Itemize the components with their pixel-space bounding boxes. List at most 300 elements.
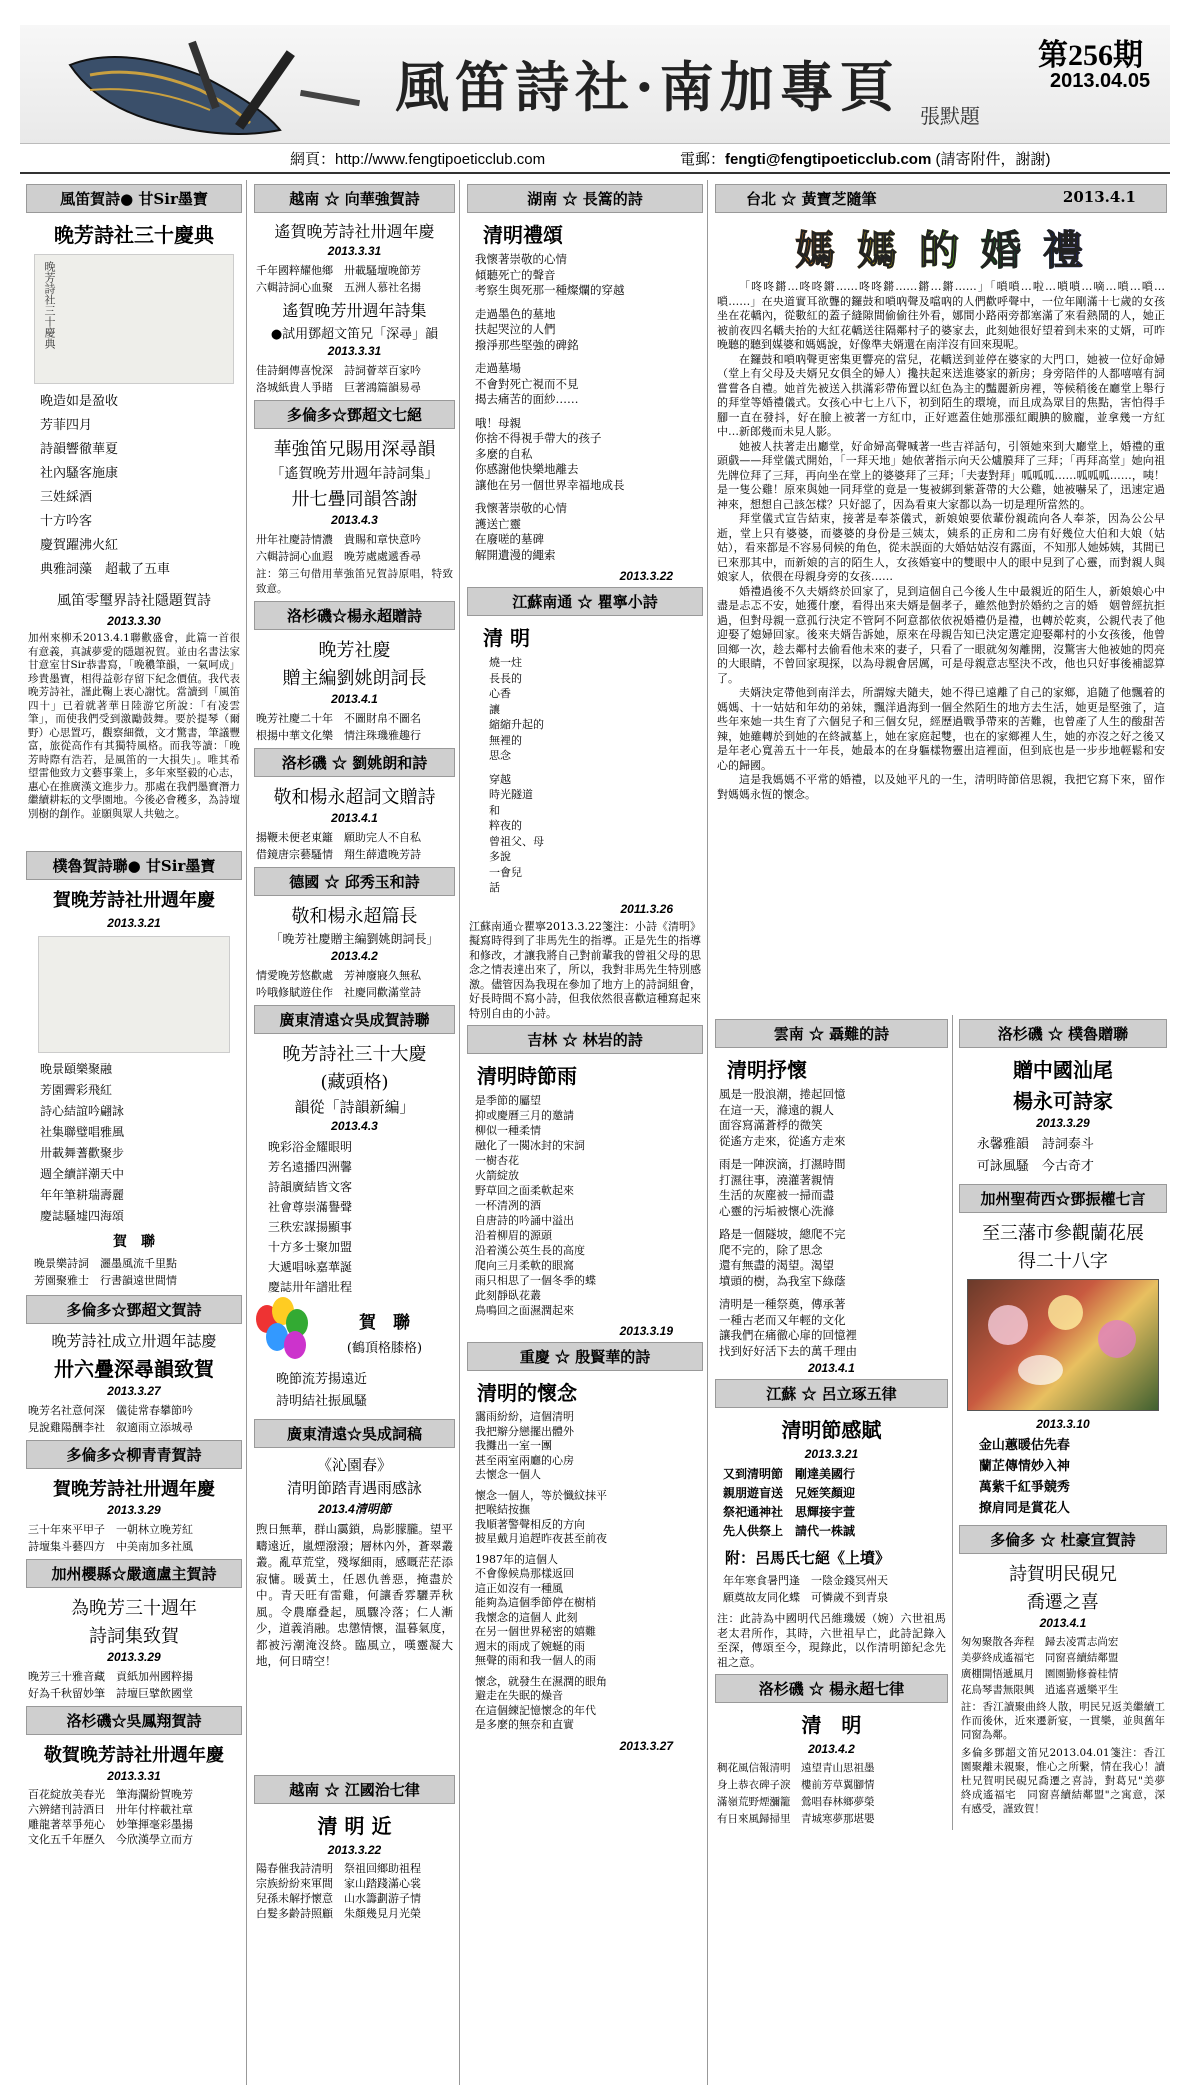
poem-body (723, 1465, 940, 1541)
poem-subtitle: ●試用鄧超文笛兄「深尋」韻 (270, 327, 439, 342)
poem-body (256, 1861, 453, 1921)
poem-line: 是季節的屬望 (475, 1094, 541, 1107)
poem-line: 去懷念一個人 (475, 1468, 541, 1481)
poem-line: 扶起哭泣的人們 (475, 322, 556, 336)
essay-paragraph: 她被人扶著走出廳堂，好命婦高聲喊著一些吉祥話句，引領她來到大廳堂上，婚禮的重頭戲——拜堂儀式開始，「一拜天地」她依著指示向天公爐膜拜了三拜；「再拜高堂」她向祖先牌位拜了三拜，再向坐在堂上的婆婆拜了三拜；「夫妻對拜」呱呱呱……呱呱呱……，咦！是一隻公雞！原來與她一同拜堂的竟是一隻被綁到紫蒼帶的大公雞，她被嚇呆了，迅速定過神來，想想自己該怎樣？只好認了，因為看東大家都以為一切是理所當然的。 (717, 439, 1165, 511)
poem-date: 2013.4.2 (808, 1742, 855, 1756)
poem-line: 是多麼的無奈和直實 (475, 1718, 574, 1731)
poem-line: 又到清明節 剛達美國行 (723, 1467, 856, 1481)
poem-line: 祭祀通神社 思輝接宇萱 (723, 1505, 856, 1519)
poem-line: 社集聯璧唱雅風 (40, 1125, 125, 1139)
poem-line: 讓 (489, 702, 500, 716)
section-bar: 廣東清遠☆吳成賀詩聯 (254, 1005, 455, 1034)
poem-title: 清 明 近 (317, 1814, 392, 1838)
poem-line: 野草回之面柔軟起來 (475, 1184, 574, 1197)
poem-line: 情愛晚芳悠歡處 芳神廢寢久無私 (256, 969, 421, 982)
poem-line: 把喉結按撫 (475, 1503, 530, 1516)
poem-note: 多倫多鄧超文笛兄2013.04.01箋注：香江園聚離未親聚，惟心之所繫，情在我心！讀杜兄賀明民硯兄喬遷之喜詩，對葛兄"美夢終成遙福宅 同窗喜續結鄰盟"之寓意，深有感受，謹致賀！ (960, 1747, 1165, 1815)
poem-body (256, 710, 453, 744)
poem-line: 好為千秋留妙筆 詩壇巨擘飲國堂 (28, 1687, 193, 1700)
balloons-icon (254, 1297, 314, 1367)
poem-line: 爬向三月柔軟的眼窩 (475, 1259, 574, 1272)
poem-line: 清明是一種祭奠，傳承著 (719, 1297, 846, 1311)
poem-line: 在廢嗟的墓碑 (475, 532, 544, 546)
section-bar: 江蘇南通 ☆ 瞿寧小詩 (467, 587, 703, 616)
poem-title: 清明時節雨 (477, 1064, 577, 1088)
calligraphy-image (38, 936, 230, 1053)
poem-line: 晚芳三十雅音藏 貢紙加州國粹揚 (28, 1670, 193, 1683)
poem-title: 遙賀晚芳詩社卅週年慶 (274, 222, 435, 241)
poem-line: 三秩宏謀揚顯事 (268, 1220, 353, 1234)
poem-line: 年年筆耕瑞壽麗 (40, 1188, 125, 1202)
poem-line: 匆匆聚散各奔程 歸去凌霄志尚宏 (960, 1636, 1119, 1648)
lower-split (715, 1015, 1167, 1830)
poem-line: 粹夜的 (489, 819, 522, 832)
poem-line: 自唐詩的吟誦中溢出 (475, 1214, 574, 1227)
email-address[interactable]: fengti@fengtipoeticclub.com (725, 151, 932, 168)
poem-line: 在這一天，滌遠的親人 (719, 1102, 834, 1117)
poem-line: 詩壇集斗藝四方 中美南加多社風 (28, 1540, 193, 1553)
poem-title: 贈主編劉姚朗詞長 (282, 668, 427, 689)
couplet-title: 賀 聯 (113, 1234, 155, 1250)
essay-body (715, 280, 1167, 1015)
poem-line: 一種古老而又年輕的文化 (719, 1312, 846, 1327)
poem-line: 多說 (489, 850, 511, 863)
poem-title: 《沁園春》 (316, 1456, 392, 1474)
poem-line: 打濕往事，澆灌著親情 (719, 1172, 834, 1187)
poem-line: 慶誌卅年譜壯程 (268, 1280, 353, 1294)
poem-line: 根揚中華文化樂 情注珠璣雅趣行 (256, 729, 421, 742)
poem-line: 撩肩同是賞花人 (978, 1501, 1070, 1516)
poem-line: 甚至兩室兩廳的心房 (475, 1453, 574, 1467)
poem-title: 贈中國汕尾 (1012, 1058, 1113, 1082)
poem-body (256, 262, 453, 296)
poem-line: 雨是一陣淚滴，打濕時間 (719, 1157, 846, 1171)
poem-body (256, 967, 453, 1001)
poem-line: 晚彩浴金耀眼明 (268, 1140, 353, 1154)
couplet-line: 永馨雅韻 詩詞泰斗 (976, 1137, 1094, 1152)
poem-line: 在另一個世界秘密的嬉難 (475, 1625, 596, 1638)
poem-line: 一杯清冽的酒 (475, 1199, 541, 1212)
poem-title: 清明禮頌 (483, 223, 563, 247)
essay-paragraph: 「咚咚鏘…咚咚鏘……咚咚鏘……鏘…鏘……」「嗩嗩…啦…嗩嗩…嘀…嗩…嗩…嗩……」在央道實耳欲聾的鑼鼓和嗩吶聲及噹吶的人們歡呼聲中，一位年剛滿十七歲的女孩坐在花轎內，從數紅的蓋子縫隙間偷偷往外看，娜間小路兩旁都塞滿了來看熱鬧的人，她正被前夜四名轎夫抬的大紅花轎送往隔鄰村子的婆家去，此刻她很好望着到未來的丈婿，可昨晚聽的聽到媒婆和媽媽說，好像準夫婿還在南洋沒有回來現呢。 (717, 280, 1165, 351)
poem-date: 2013.4.3 (331, 513, 378, 527)
poem-body (28, 1668, 240, 1702)
poem-body (475, 1093, 695, 1318)
poem-title: 晚芳詩社三十大慶 (282, 1044, 427, 1065)
section-bar: 湖南 ☆ 長篙的詩 (467, 184, 703, 213)
poem-title: 楊永可詩家 (1012, 1089, 1113, 1113)
poem-date: 2013.4.1 (1039, 1616, 1087, 1630)
section-bar: 越南 ☆ 江國治七律 (254, 1775, 455, 1804)
poem-date: 2013.4.1 (808, 1361, 855, 1375)
poem-line: 佳詩網傳喜悅深 詩詞薈萃百家吟 (256, 364, 421, 377)
poem-line: 先人供祭上 請代一株誠 (723, 1524, 856, 1538)
section-bar: 多倫多☆鄧超文賀詩 (26, 1295, 242, 1324)
poem-line: 卅年社慶詩情濃 貴賜和章快意吟 (256, 533, 421, 546)
poem-title: 清 明 (801, 1713, 862, 1737)
poem-line: 一樹杏花 (475, 1154, 519, 1167)
section-bar: 吉林 ☆ 林岩的詩 (467, 1025, 703, 1054)
poem-line: 社會尊崇滿譽聲 (268, 1200, 353, 1214)
poem-line: 我懷念的這個人 此刻 (475, 1610, 578, 1624)
poem-body (475, 252, 695, 563)
poem-line: 揚鞭未便老東籬 願助完人不自私 (256, 831, 421, 844)
poem-body (489, 655, 695, 896)
poem-body (28, 1521, 240, 1555)
poem-line: 我懷著崇敬的心情 (475, 501, 567, 515)
couplet (276, 1369, 447, 1413)
poem-line: 兒孫未解抒懷意 山水籌劃游子情 (256, 1892, 421, 1905)
section-bar: 雲南 ☆ 聶難的詩 (715, 1019, 948, 1048)
poem-line: 風是一股浪潮，捲起回憶 (719, 1087, 846, 1101)
poem-date: 2013.3.29 (107, 1503, 161, 1517)
poem-line: 稠花風信報清明 遠望青山思祖墨 (717, 1762, 875, 1774)
poem-date: 2013.3.21 (804, 1447, 859, 1461)
bagpipe-logo-icon (30, 35, 360, 145)
poem-title: 清 明 (483, 626, 530, 650)
poem-date: 2013.3.22 (619, 569, 673, 583)
poem-date: 2013.3.31 (107, 1769, 161, 1783)
poem-line: 柳似一種柔情 (475, 1124, 541, 1137)
sub-column-right (959, 1015, 1167, 1830)
poem-title: 敬賀晚芳詩社卅週年慶 (44, 1745, 224, 1766)
article-date: 2013.3.30 (107, 614, 161, 628)
poem-line: 蘭芷傳情妙入神 (978, 1459, 1070, 1474)
poem-body (256, 362, 453, 396)
poem-title: 至三藩市參觀蘭花展 (981, 1223, 1144, 1244)
poem-line: 這正如沒有一種風 (475, 1581, 563, 1595)
poem-line: 典雅詞藻 超載了五車 (40, 562, 171, 577)
poem-date: 2013.3.27 (107, 1384, 161, 1398)
poem-title: 詩詞集致賀 (89, 1626, 179, 1647)
poem-line: 詩心結誼吟翩詠 (40, 1104, 125, 1118)
poem-line: 能夠為這個季節停在樹梢 (475, 1596, 596, 1609)
poem-line: 晚景頤樂聚融 (40, 1062, 113, 1076)
poem-date: 2013.3.29 (107, 1650, 161, 1664)
acrostic-poem (254, 1137, 455, 1297)
poem-line: 1987年的這個人 (475, 1552, 558, 1566)
poem-line: 生活的灰塵被一掃而盡 (719, 1188, 834, 1202)
poem-date: 2013.3.27 (619, 1738, 673, 1753)
poem-line: 哦！母親 (475, 415, 521, 430)
poem-line: 晚造如是盈收 (40, 394, 119, 409)
poem-line: 花鳥琴書無限興 逍遙喜遞樂平生 (960, 1684, 1119, 1696)
section-bar: 加州櫻縣☆嚴適盧主賀詩 (26, 1559, 242, 1588)
poem-line: 千年國粹耀他鄉 卅載騷壇晚節芳 (256, 264, 421, 277)
calligraphy-image (34, 254, 234, 384)
email-label: 電郵： (680, 151, 726, 168)
poem-body (723, 1572, 940, 1606)
website-link[interactable]: 網頁：http://www.fengtipoeticclub.com (290, 151, 546, 168)
poem-line: 長長的 (489, 671, 522, 685)
poem-line: 吟哦修賦遊住作 社慶同歡滿堂詩 (256, 986, 421, 999)
poem-line: 無裡的 (489, 733, 522, 747)
couplet (977, 1134, 1159, 1178)
poem-note: 註：香江讀聚曲終人散，明民兄返美繼續工作而後休，近來遷新宴，一貫樂，並與舊年同窗為鄰。 (960, 1701, 1165, 1741)
article-title: 風笛零璽界詩社隱題賀詩 (57, 593, 211, 609)
poem-date: 2013.4.1 (331, 811, 378, 825)
poem-line: 週末的雨成了婉蜒的雨 (475, 1639, 585, 1653)
couplet-line: 詩明結社振風騷 (276, 1394, 368, 1409)
poem-line: 洛城紙貴人爭睹 巨著鴻篇韻易尋 (256, 381, 421, 394)
masthead-signature: 張默題 (920, 104, 980, 128)
poem-line: 芳名遠播四洲馨 (268, 1160, 353, 1174)
poem-line: 心靈的污垢被懷心洗滌 (719, 1203, 834, 1218)
poem-title: 卅六疊深尋韻致賀 (54, 1357, 214, 1381)
poem-line: 爬不完的，除了思念 (719, 1242, 823, 1257)
poem-line: 年年寒食暑門逢 一陰金錢冥州天 (723, 1574, 888, 1587)
poem-line: 慶誌騷墟四海頌 (40, 1209, 125, 1223)
essay-paragraph: 在鑼鼓和嗩吶聲更密集更響亮的當兒，花轎送到並停在婆家的大門口，她被一位好命婦（堂上有父母及夫婿兄女俱全的婦人）攙扶起來送進婆家的新房；身旁陪伴的人都嘻嘻有詞嘗嘗各自禮。她首先被送入拱滿彩帶佈置以紅色為主的豔麗新房裡，等候稍後在廳堂上舉行的拜堂等婚禮儀式。女孩心中七上八下，初到陌生的環境，而且成為眾目的焦點，害怕得手腳一直在發抖，好在臉上被著一方紅巾，正好遮蓋住她那漲紅靦腆的臉龐，並拿幾一方紅中…新郎幾而未見人影。 (717, 352, 1165, 438)
section-bar: 重慶 ☆ 殷賢華的詩 (467, 1342, 703, 1371)
poem-line: 不會對死亡視而不見 (475, 376, 579, 391)
section-bar: 廣東清遠☆吳成詞稿 (254, 1419, 455, 1448)
poem-date: 2013.3.22 (327, 1843, 382, 1857)
poem-note: 注：此詩為中國明代呂維璣媛（婉）六世祖馬老太君所作，其時，六世祖早亡，此詩記錄入至深，傳頌至今，現錄此，以作清明節紀念先祖之意。 (717, 1612, 946, 1669)
poem-body (475, 1410, 695, 1733)
poem-title: 為晚芳三十週年 (71, 1598, 197, 1619)
ci-body: 煦日無華，群山靄鎖，鳥影朦朧。望平疇遠近，嵐煙潑潑；層林內外，蒼翠叢叢。亂草荒堂，殘塚細雨，感嘅茫茫添寂慵。暖黃土，任恩仇善惡，掩盡於中。青天旺有雷雞，何讓香雰驪弄秋風。令農靡叠起，風驟冷落；仁人漸少，道義消融。忠懲情懷，温暮氣度，都被污潮淹沒終。臨風立，嘆靈凝大地，何日晴空！ (256, 1522, 453, 1668)
poem-line: 沿着漢公英生長的高度 (475, 1244, 585, 1257)
poem-line: 週全續詳潮天中 (40, 1167, 125, 1181)
poem-date: 2013.3.31 (327, 344, 382, 358)
poem-line: 六輯詩詞心血遐 晚芳處處遞香尋 (256, 550, 421, 563)
section-bar: 洛杉磯☆楊永超贈詩 (254, 601, 455, 630)
poem-body (28, 1787, 240, 1847)
poem-line: 三十年來平甲子 一朝林立晚芳紅 (28, 1523, 193, 1536)
poem-line: 詩韻響徹華夏 (40, 442, 119, 457)
poem-title: 華強笛兄賜用深尋韻 (273, 439, 436, 460)
poem-title: 詩賀明民硯兄 (1008, 1564, 1117, 1585)
poem-line: 廣棚開悟遞風月 園園勤修養桂情 (960, 1668, 1119, 1680)
poem-title: 晚芳詩社三十慶典 (54, 223, 214, 247)
poem-line: 不會像候鳥那樣返回 (475, 1567, 574, 1580)
poem-date: 2013.3.29 (1036, 1116, 1090, 1130)
section-bar-label: 台北 ☆ 黃寶芝隨筆 (746, 190, 877, 208)
section-bar: 多倫多☆鄧超文七絕 (254, 400, 455, 429)
poem-line: 晚芳名社意何深 儀徒常春攀節吟 (28, 1404, 193, 1417)
poem-subtitle: 韻從「詩韻新編」 (294, 1098, 415, 1116)
poem-line: 曾祖父、母 (489, 834, 544, 848)
poem-line: 大遞唱咏嘉華誕 (268, 1260, 353, 1274)
couplet (34, 1255, 234, 1289)
poem-note: 註：第三句借用華強笛兄賀詩原唱，特致致意。 (256, 568, 453, 595)
poem-line: 三姓綵酒 (40, 490, 93, 505)
acrostic-poem (26, 1059, 242, 1227)
poem-line: 護送亡靈 (475, 516, 521, 531)
poem-line: 融化了一闋冰封的宋詞 (475, 1139, 585, 1152)
poem-line: 我攤出一室一團 (475, 1439, 552, 1452)
poem-title: 賀晚芳詩社卅週年慶 (53, 1479, 215, 1500)
header-rule (20, 172, 1170, 174)
poem-line: 從遙方走來，從遙方走來 (719, 1133, 846, 1148)
section-bar (715, 184, 1167, 213)
poem-line: 傾聽死亡的聲音 (475, 267, 556, 282)
poem-line: 芳園霽彩飛紅 (40, 1083, 113, 1097)
section-bar: 洛杉磯 ☆ 楊永超七律 (715, 1674, 948, 1703)
section-bar: 多倫多 ☆ 杜豪宣賀詩 (959, 1525, 1167, 1554)
poem-subtitle: 清明節踏青遇雨感詠 (286, 1479, 422, 1497)
article-body: 加州來柳禾2013.4.1聯歡盛會，此篇一首很有意義，真誠夢愛的隱題祝賀。並由名書法家甘意室甘Sir恭書寫，「晚穠筆韻，一氣呵成」珍貴墨寶，相得益彰存留下紀念價值。我代表晚芳詩社，謹此鞠上衷心謝忱。當讀到「風笛四十」已着就著華日陸游它所說：「有凌雲筆」，而使我們受到激勵鼓舞。要於提琴（爾野）心思置巧，觀察細微，文才驚書，筆議豐富，旅從高作有其獨特風格。而我等讀：「晚芳時際有浩若，是風笛的一大損失」。唯其希望雷他致力文藝事業上，多年來堅毅的心志，惠心在推廣漢文進步力。那處在我們墨寶潛力繼續耕耘的文學園地。今後必會穫多，為詩壇別樹的創作。並願與眾人共勉之。 (28, 632, 240, 820)
poem-line: 披星戴月追趕昨夜甚至前夜 (475, 1532, 607, 1545)
poem-body (256, 531, 453, 565)
poem-line: 見說雞陽酬李社 叙適雨立添城尋 (28, 1421, 193, 1434)
poem-date: 2013.4.1 (331, 692, 378, 706)
poem-line: 你感謝他快樂地離去 (475, 462, 579, 476)
section-bar: 江蘇 ☆ 呂立琢五律 (715, 1379, 948, 1408)
poem-date: 2013.4.2 (331, 949, 378, 963)
poem-date: 2013.4清明節 (318, 1502, 391, 1516)
poem-line: 金山蕙暖估先春 (978, 1438, 1070, 1453)
issue-date: 2013.04.05 (1050, 70, 1151, 92)
essay-paragraph: 婚禮過後不久夫婿終於回家了，見到這個自己今後人生中最親近的陌生人，新娘娘心中盡是忐忑不安，她獲什麼，看得出來夫婿是個孝子，雖然他對於婚約之言的婚 姻曾經抗拒過，但對母親一意孤行決定不管阿不阿意都依依祝婚禮仍是禮，也轉於乾爽，公親代表了他迎娶了媳婦回家。後來夫婿告訴她，原來在母親告知已決定選定迎娶鄰村的小女孩後，他曾回鄉一次，趁去鄰村去偷看他未來的妻子，只看了一眼就匆匆離開，沒驚害大他被她的閃亮的大眼睛，不曾回家現探，以為母親會居厲，可是母親意志堅決不改，他也只好事後補認算了。 (717, 584, 1165, 685)
poem-line: 親朋遊盲送 兄姪笑顏迎 (723, 1486, 856, 1500)
poem-subtitle: 「晚芳社慶贈主編劉姚朗詞長」 (270, 932, 439, 946)
sub-column-left (715, 1015, 953, 1830)
poem-line: 懷念一個人，等於懺紋抹平 (475, 1488, 607, 1502)
poem-body (717, 1760, 946, 1828)
poem-line: 我把辮分戀擺出體外 (475, 1424, 574, 1438)
section-bar: 樸魯賀詩聯● 甘Sir墨寶 (26, 851, 242, 880)
couplet-subtitle: (鶴頂格膝格) (346, 1341, 423, 1356)
essay-title: 媽 媽 的 婚 禮 (715, 219, 1167, 276)
poem-line: 路是一個隧坡，總爬不完 (719, 1227, 846, 1241)
poem-line: 萬紫千紅爭競秀 (978, 1480, 1070, 1495)
poem-title: 卅七疊同韻答謝 (291, 489, 418, 510)
poem-line: 揭去痛苦的面紗…… (475, 392, 579, 406)
poem-line: 無聲的雨和我一個人的雨 (475, 1654, 596, 1667)
poem-title: 晚芳社慶 (318, 640, 391, 661)
essay-paragraph: 這是我媽媽不平常的婚禮，以及她平凡的一生，清明時節倍思親，我把它寫下來，留作對媽媽永恆的懷念。 (717, 773, 1165, 801)
poem-body (256, 829, 453, 863)
couplet-line: 芳園聚雅士 行書韻遠世間情 (34, 1274, 177, 1287)
section-bar: 洛杉磯 ☆ 樸魯贈聯 (959, 1019, 1167, 1048)
poem-line: 滿嶺荒野煙瀰籠 鶯唱春林鄉夢榮 (717, 1796, 875, 1808)
poem-line: 懷念，就發生在濕潤的眼角 (475, 1674, 607, 1688)
couplet-line: 可詠風騷 今古奇才 (976, 1159, 1094, 1174)
email-contact[interactable] (680, 148, 1050, 169)
section-bar: 風笛賀詩● 甘Sir墨寶 (26, 184, 242, 213)
poem-note: 江蘇南通☆瞿寧2013.3.22箋注：小詩《清明》擬寫時得到了非馬先生的指導。正是先生的指導和修改，才讓我將自己對前輩我的曾祖父母的思念之情表達出來了，所以，我對非馬先生特別感激。儘管因為我現在參加了地方上的詩詞組會，好長時間不寫小詩，但我依然很喜歡這種寫起來特別自由的小詩。 (469, 919, 701, 1020)
column-4 (711, 180, 1171, 2085)
poem-line: 和 (489, 803, 500, 817)
poem-line: 百花綻放美春光 筆海瀾紛賀晚芳 (28, 1788, 193, 1801)
section-bar-date: 2013.4.1 (1062, 188, 1136, 206)
poem-line: 美夢終成遙福宅 同窗喜續結鄰盟 (960, 1652, 1119, 1664)
poem-line: 考察生與死那一種燦爛的穿越 (475, 283, 625, 297)
acrostic-poem (26, 390, 242, 582)
poem-subtitle: 「遙賀晚芳卅週年詩詞集」 (270, 466, 439, 482)
column-3 (463, 180, 708, 2085)
poem-line: 我順著警聲相反的方向 (475, 1517, 585, 1531)
poem-title: 敬和楊永超篇長 (291, 906, 418, 927)
poem-line: 思念 (489, 749, 511, 762)
essay-paragraph: 夫婿決定帶他到南洋去，所謂嫁夫隨夫，她不得已遠離了自己的家鄉，追隨了他飄着的媽媽、十一姑姑和年幼的弟妹，飄洋過海到一個全然陌生的地方去生活，她更是堅強了，這些年來她一共生育了六個兒子和三個女兒，經歷過戰爭帶來的苦難，也曾產了人生的酸甜苦辣，她雖轉於到她的在終誠墓上，她在家庭起雙，也在的家鄉裡人生，她的亦沒之好之後又是年老心寬善五十一年長，她最本的在身軀樣物靈出這裡面，但到底也是一步步地輕鬆和安心的歸國。 (717, 686, 1165, 772)
poem-line: 白髮多齡詩照顧 朱顏幾見月光榮 (256, 1907, 421, 1920)
poem-line: 十方多士聚加盟 (268, 1240, 353, 1254)
poem-line: 六辨緒刊詩酒日 卅年付梓載社章 (28, 1803, 193, 1816)
poem-line: 慶賀躍沸火紅 (40, 538, 119, 553)
poem-line: 沿着柳眉的源頭 (475, 1229, 552, 1242)
poem-date: 2013.4.3 (331, 1119, 378, 1133)
poem-line: 你捨不得視手帶大的孩子 (475, 431, 602, 445)
poem-line: 面容寫滿蒼桴的微笑 (719, 1118, 823, 1132)
appendix-title: 附：呂馬氏七絕《上墳》 (725, 1549, 891, 1567)
poem-line: 縮縮升起的 (489, 718, 544, 731)
poem-line: 撥淨那些堅強的碑銘 (475, 337, 579, 352)
poem-title: 敬和楊永超詞文贈詩 (273, 787, 436, 808)
section-bar: 加州聖荷西☆鄧振權七言 (959, 1184, 1167, 1213)
poem-line: 抑或慶曆三月的邀請 (475, 1109, 574, 1122)
masthead-title: 風笛詩社·南加專頁 (395, 55, 900, 119)
poem-line: 詩韻廣結皆文客 (268, 1180, 353, 1194)
essay-paragraph: 拜堂儀式宣告結束，接著是奉茶儀式，新娘娘要依輩份親疏向各人奉茶，因為公公早逝，堂上只有婆婆，而婆婆的身份是三姨太，姨系的正房和二房有好幾位大伯和大娘（姑姑），看來都是不容易伺候的角色，從未誤面的大婚姑姑沒有露面，不知那人她姊姨，其間已已來那其中，而新娘的言的陌生人，女孩婚宴中的雙眼中人的眼中見到了心靈，而對親人與娘家人，依偎在母親身旁的女孩…… (717, 512, 1165, 583)
email-note: (請寄附件，謝謝) (935, 151, 1051, 168)
poem-date: 2013.3.21 (107, 916, 161, 930)
poem-line: 還有無盡的渴望。渴望 (719, 1258, 834, 1272)
poem-line: 墳頭的樹，為我室下綠蔭 (719, 1273, 846, 1288)
poem-line: 文化五千年歷久 今欣漢學立而方 (28, 1833, 193, 1846)
poem-line: 我懷著崇敬的心情 (475, 252, 567, 266)
poem-line: 靄雨紛紛，這個清明 (475, 1410, 574, 1423)
column-1 (22, 180, 247, 2085)
calligraphy-text: 晚芳詩社三十慶典 (43, 261, 56, 349)
poem-date: 2013.3.19 (619, 1324, 673, 1338)
poem-line: 解開遺漫的繩索 (475, 547, 556, 562)
poem-line: 話 (489, 881, 500, 894)
poem-line: 找到好好活下去的萬千理由 (719, 1343, 857, 1358)
poem-line: 雕龍著萃爭苑心 妙筆揮毫彩墨揚 (28, 1818, 193, 1831)
poem-line: 宗族紛紛來軍間 家山踏踐滿心裳 (256, 1877, 421, 1890)
poem-line: 芳菲四月 (40, 418, 93, 433)
poem-body (961, 1634, 1165, 1698)
poem-line: 借鏡唐宗藝騷情 翔生薛遺晚芳詩 (256, 848, 421, 861)
poem-title: 賀晚芳詩社卅週年慶 (53, 890, 215, 911)
poem-line: 走過墓場 (475, 361, 521, 375)
poem-line: 晚芳社慶二十年 不圖財帛不圖名 (256, 712, 421, 725)
poem-subtitle: (藏頭格) (320, 1072, 389, 1093)
poem-body (979, 1435, 1159, 1519)
poem-line: 火箭綻放 (475, 1169, 519, 1182)
couplet-line: 晚節流芳揚遠近 (276, 1372, 368, 1387)
poem-line: 心香 (489, 687, 511, 700)
section-bar: 德國 ☆ 邱秀玉和詩 (254, 867, 455, 896)
poem-title: 清明節感賦 (781, 1418, 882, 1442)
photo-date: 2013.3.10 (1036, 1417, 1090, 1431)
poem-title: 得二十八字 (1017, 1251, 1108, 1272)
couplet-title: 賀 聯 (359, 1313, 410, 1333)
poem-line: 十方吟客 (40, 514, 93, 529)
poem-date: 2013.3.31 (327, 244, 382, 258)
section-bar: 越南 ☆ 向華強賀詩 (254, 184, 455, 213)
poem-title: 晚芳詩社成立卅週年誌慶 (51, 1332, 217, 1350)
poem-line: 避走在失眠的燥音 (475, 1689, 563, 1702)
poem-line: 陽春催我詩清明 祭祖回鄉助祖程 (256, 1862, 421, 1875)
issue-number: 第256期 (1038, 39, 1143, 72)
poem-line: 六輯詩詞心血聚 五洲人慕社名揚 (256, 281, 421, 294)
column-2 (250, 180, 460, 2085)
poem-line: 穿越 (489, 772, 511, 786)
section-bar: 洛杉磯 ☆ 劉姚朗和詩 (254, 748, 455, 777)
couplet-block (254, 1297, 455, 1367)
poem-line: 時光隧道 (489, 788, 533, 801)
poem-date: 2011.3.26 (620, 901, 673, 916)
poem-line: 讓他在另一個世界幸福地成長 (475, 477, 625, 492)
poem-title: 喬遷之喜 (1026, 1592, 1099, 1613)
poem-line: 在這個練記憶懷念的年代 (475, 1703, 596, 1717)
section-bar: 洛杉磯☆吳鳳翔賀詩 (26, 1706, 242, 1735)
